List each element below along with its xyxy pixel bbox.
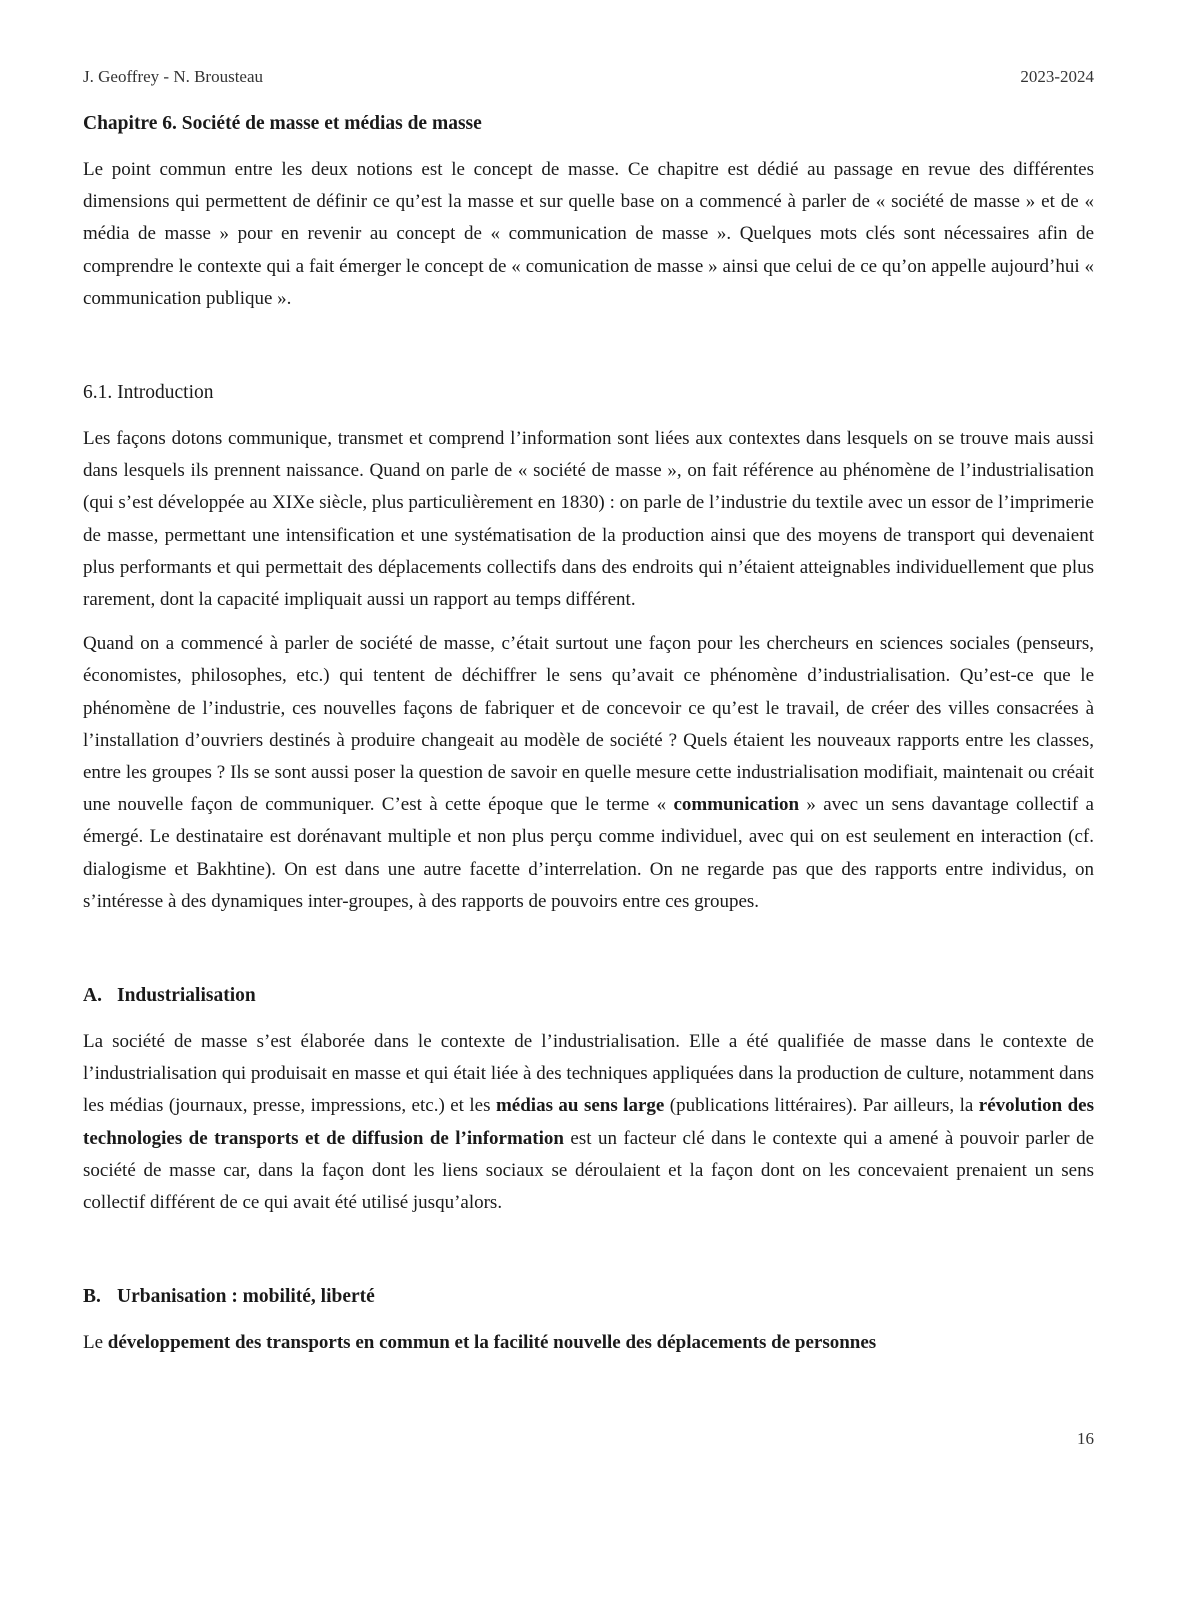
section-b-paragraph xyxy=(83,1327,1094,1359)
section-b-title: Urbanisation : mobilité, liberté xyxy=(117,1286,375,1308)
section-6-1-title: 6.1. Introduction xyxy=(83,382,214,404)
page-number: 16 xyxy=(1077,1429,1094,1448)
p2-text-part-1: Quand on a commencé à parler de société de masse, c’était surtout une façon pour les chercheurs en sciences sociales (penseurs, économistes, philosophes, etc.) qui tentent de déchiffrer le sens qu’avait ce phénomène d’industrialisation. Qu’est-ce que le phénomène de l’industrie, ces nouvelles façons de fabriquer et de concevoir ce qu’est le travail, de créer des villes consacrées à l’installation d’ouvriers destinés à produire changeait au modèle de société ? Quels étaient les nouveaux rapports entre les classes, entre les groupes ? Ils se sont aussi poser la question de savoir en quelle mesure cette industrialisation modifiait, maintenait ou créait une nouvelle façon de communiquer. C’est à cette époque que le terme « xyxy=(83,633,1094,816)
section-b-letter: B. xyxy=(83,1286,101,1308)
running-header xyxy=(83,66,1094,88)
section-a-title: Industrialisation xyxy=(117,985,256,1007)
p2-text-part-2: » avec un sens davantage collectif a émergé. Le destinataire est dorénavant multiple et non plus perçu comme individuel, avec qui on est seulement en interaction (cf. dialogisme et Bakhtine). On est dans une autre facette d’interrelation. On ne regarde pas que des rapports entre individus, on s’intéresse à des dynamiques inter-groupes, à des rapports de pouvoirs entre ces groupes. xyxy=(83,794,1094,912)
section-a-paragraph xyxy=(83,1026,1094,1219)
p2-bold-communication: communication xyxy=(673,794,800,816)
section-b-text-part-1: Le xyxy=(83,1332,108,1354)
section-b-heading xyxy=(83,1283,1094,1311)
section-6-1-paragraph-2 xyxy=(83,628,1094,918)
section-a-text-part-2: (publications littéraires). Par ailleurs, la xyxy=(664,1095,979,1117)
section-b-bold-1: développement des transports en commun et la facilité nouvelle des déplacements de personnes xyxy=(107,1332,877,1354)
section-6-1-paragraph-1: Les façons dotons communique, transmet et comprend l’information sont liées aux contextes dans lesquels on se trouve mais aussi dans lesquels ils prennent naissance. Quand on parle de « société de masse », on fait référence au phénomène de l’industrialisation (qui s’est développée au XIXe siècle, plus particulièrement en 1830) : on parle de l’industrie du textile avec un essor de l’imprimerie de masse, permettant une intensification et une systématisation de la production ainsi que des moyens de transport qui devenaient plus performants et qui permettait des déplacements collectifs dans des endroits qui n’étaient atteignables individuellement que plus rarement, dont la capacité impliquait aussi un rapport au temps différent. xyxy=(83,428,1094,611)
chapter-title: Chapitre 6. Société de masse et médias de masse xyxy=(83,113,482,134)
main-content xyxy=(83,110,1094,1359)
section-a-heading xyxy=(83,982,1094,1010)
section-a-text-part-1: La société de masse s’est élaborée dans le contexte de l’industrialisation. Elle a été qualifiée de masse dans le contexte de l’industrialisation qui produisait en masse et qui était liée à des techniques appliquées dans la production de culture, notamment dans les médias (journaux, presse, impressions, etc.) et les xyxy=(83,1031,1094,1117)
section-a-letter: A. xyxy=(83,985,102,1007)
section-a-text-part-3: est un facteur clé dans le contexte qui a amené à pouvoir parler de société de masse car, dans la façon dont les liens sociaux se déroulaient et la façon dont on les concevaient prenaient un sens collectif différent de ce qui avait été utilisé jusqu’alors. xyxy=(83,1127,1094,1214)
section-a-bold-1: médias au sens large xyxy=(495,1095,665,1117)
chapter-intro-paragraph: Le point commun entre les deux notions est le concept de masse. Ce chapitre est dédié au passage en revue des différentes dimensions qui permettent de définir ce qu’est la masse et sur quelle base on a commencé à parler de « société de masse » et de « média de masse » pour en revenir au concept de « communication de masse ». Quelques mots clés sont nécessaires afin de comprendre le contexte qui a fait émerger le concept de « comunication de masse » ainsi que celui de ce qu’on appelle aujourd’hui « communication publique ». xyxy=(83,159,1094,309)
header-authors: J. Geoffrey - N. Brousteau xyxy=(83,67,264,86)
header-year: 2023-2024 xyxy=(1020,67,1094,86)
section-a-bold-2: révolution des technologies de transports et de diffusion de l’information xyxy=(83,1095,1095,1149)
